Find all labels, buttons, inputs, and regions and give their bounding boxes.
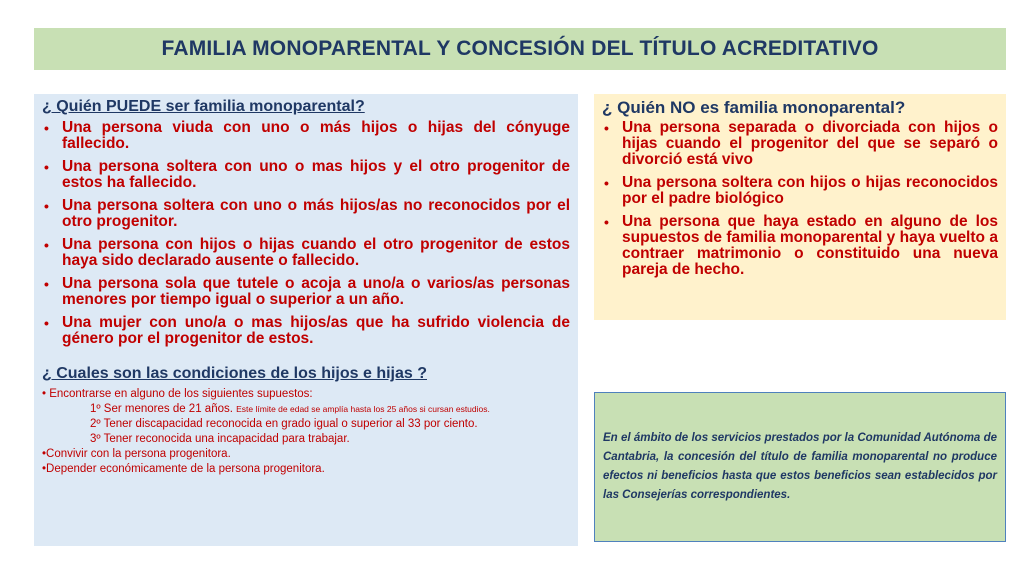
page-title: FAMILIA MONOPARENTAL Y CONCESIÓN DEL TÍTULO ACREDITATIVO xyxy=(161,37,879,60)
cantabria-note-text: En el ámbito de los servicios prestados por la Comunidad Autónoma de Cantabria, la concesión del título de familia monoparental no produce efectos ni beneficios hasta que estos beneficios sean establecidos por las Consejerías correspondientes. xyxy=(603,432,997,501)
list-item: • Una persona soltera con uno o mas hijos y el otro progenitor de estos ha fallecido. xyxy=(44,158,570,191)
conditions-intro: • Encontrarse en alguno de los siguientes supuestos: xyxy=(42,388,313,400)
bullet-icon: • xyxy=(44,276,49,292)
condition-age-note: Este límite de edad se amplía hasta los 25 años si cursan estudios. xyxy=(236,404,490,414)
bullet-icon: • xyxy=(44,159,49,175)
conditions-heading: ¿ Cuales son las condiciones de los hijos e hijas ? xyxy=(42,365,427,382)
bullet-icon: • xyxy=(604,120,609,136)
bullet-icon: • xyxy=(604,175,609,191)
cantabria-note-box xyxy=(594,392,1006,542)
list-item: • Una persona con hijos o hijas cuando el otro progenitor de estos haya sido declarado ausente o fallecido. xyxy=(44,236,570,269)
who-cannot-heading: ¿ Quién NO es familia monoparental? xyxy=(602,98,906,117)
list-item: • Una persona soltera con uno o más hijos/as no reconocidos por el otro progenitor. xyxy=(44,197,570,230)
condition-incapacity: 3º Tener reconocida una incapacidad para trabajar. xyxy=(90,433,350,445)
condition-age: 1º Ser menores de 21 años. Este límite de edad se amplía hasta los 25 años si cursan estudios. xyxy=(90,403,490,415)
bullet-icon: • xyxy=(604,214,609,230)
condition-cohabit: •Convivir con la persona progenitora. xyxy=(42,448,231,460)
list-item: • Una persona sola que tutele o acoja a uno/a o varios/as personas menores por tiempo igual o superior a un año. xyxy=(44,275,570,308)
list-item: • Una persona que haya estado en alguno de los supuestos de familia monoparental y haya vuelto a contraer matrimonio o constituido una nueva pareja de hecho. xyxy=(604,213,998,278)
bullet-icon: • xyxy=(44,198,49,214)
list-item: • Una persona soltera con hijos o hijas reconocidos por el padre biológico xyxy=(604,174,998,207)
title-banner xyxy=(34,28,1006,70)
bullet-icon: • xyxy=(44,120,49,136)
bullet-icon: • xyxy=(44,237,49,253)
condition-dependency: •Depender económicamente de la persona progenitora. xyxy=(42,463,325,475)
bullet-icon: • xyxy=(44,315,49,331)
who-can-panel xyxy=(34,94,578,546)
condition-disability: 2º Tener discapacidad reconocida en grado igual o superior al 33 por ciento. xyxy=(90,418,478,430)
who-can-list xyxy=(42,120,570,347)
who-cannot-list xyxy=(602,120,998,278)
list-item: • Una mujer con uno/a o mas hijos/as que ha sufrido violencia de género por el progenitor de estos. xyxy=(44,314,570,347)
who-cannot-panel xyxy=(594,94,1006,320)
who-can-heading: ¿ Quién PUEDE ser familia monoparental? xyxy=(42,98,365,115)
list-item: • Una persona separada o divorciada con hijos o hijas cuando el progenitor del que se separó o divorció está vivo xyxy=(604,119,998,168)
list-item: • Una persona viuda con uno o más hijos o hijas del cónyuge fallecido. xyxy=(44,119,570,152)
